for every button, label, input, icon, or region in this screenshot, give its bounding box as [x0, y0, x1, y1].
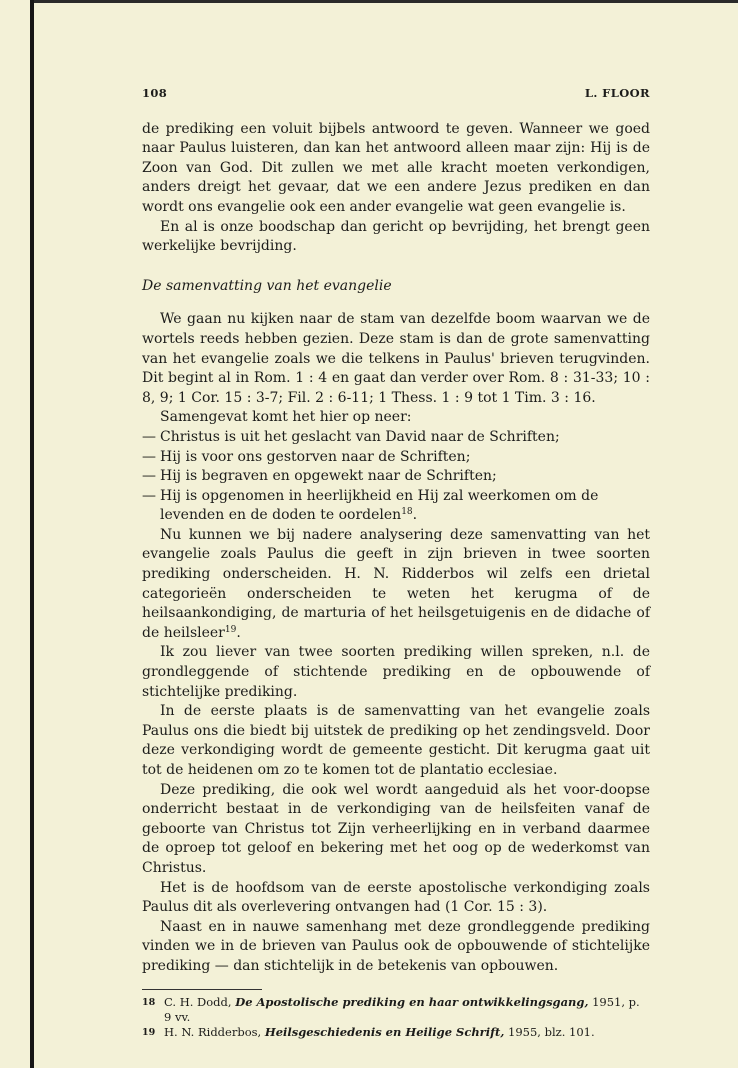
footnote-rule — [142, 989, 262, 990]
running-head — [142, 84, 650, 104]
scan-edge-top — [30, 0, 738, 3]
footnote-title: De Apostolische prediking en haar ontwikkelingsgang, — [235, 994, 589, 1009]
section-heading: De samenvatting van het evangelie — [142, 277, 392, 294]
footnote-ref-19: 19 — [224, 624, 237, 635]
paragraph-2: En al is onze boodschap dan gericht op bevrijding, het brengt geen werkelijke bevrijding. — [142, 218, 650, 255]
footnote-number: 18 — [142, 996, 156, 1008]
list-item: — Hij is begraven en opgewekt naar de Schriften; — [142, 467, 650, 487]
footnote-18: 18 C. H. Dodd, De Apostolische prediking en haar ontwikkelingsgang, 1951, p. 9 vv. — [142, 994, 640, 1024]
list-dash: — — [142, 428, 156, 445]
paragraph-1: de prediking een voluit bijbels antwoord te geven. Wanneer we goed naar Paulus luisteren, dan kan het antwoord alleen maar zijn: Hij is de Zoon van God. Dit zullen we met alle kracht moeten verkondigen, anders dreigt het gevaar, dat we een andere Jezus prediken en dan wordt ons evangelie ook een ander evangelie wat geen evangelie is. — [142, 120, 650, 215]
list-dash: — — [142, 448, 156, 465]
running-title: L. FLOOR — [584, 86, 650, 100]
footnote-19: 19 H. N. Ridderbos, Heilsgeschiedenis en Heilige Schrift, 1955, blz. 101. — [142, 1024, 595, 1039]
summary-list — [142, 428, 650, 526]
list-item: — Hij is opgenomen in heerlijkheid en Hij zal weerkomen om de levenden en de doden te oordelen$^{18}$. — [142, 487, 599, 524]
list-dash: — — [142, 487, 156, 504]
paragraph-7: In de eerste plaats is de samenvatting van het evangelie zoals Paulus ons die biedt bij uitstek de prediking op het zendingsveld. Door deze verkondiging wordt de gemeente gesticht. Dit kerugma gaat uit tot de heidenen om zo te komen tot de plantatio ecclesiae. — [142, 703, 650, 778]
paragraph-6: Ik zou liever van twee soorten prediking willen spreken, n.l. de grondleggende of stichtende prediking en de opbouwende of stichtelijke prediking. — [142, 644, 650, 700]
paragraph-4: Samengevat komt het hier op neer: — [160, 409, 412, 426]
paragraph-5: Nu kunnen we bij nadere analysering deze samenvatting van het evangelie zoals Paulus die geeft in zijn brieven in twee soorten prediking onderscheiden. H. N. Ridderbos wil zelfs een drietal categorieën onderscheiden te weten het kerugma of de heilsaankondiging, de marturia of het heilsgetuigenis en de didache of de heilsleer$^{19}$. — [142, 526, 650, 641]
footnote-title: Heilsgeschiedenis en Heilige Schrift, — [264, 1024, 505, 1039]
paragraph-8: Deze prediking, die ook wel wordt aangeduid als het voor-doopse onderricht bestaat in de verkondiging van de heilsfeiten vanaf de geboorte van Christus tot Zijn verheerlijking en in verband daarmee de oproep tot geloof en bekering met het oog op de wederkomst van Christus. — [142, 781, 650, 876]
book-page — [142, 84, 650, 1040]
paragraph-3: We gaan nu kijken naar de stam van dezelfde boom waarvan we de wortels reeds hebben gezien. Deze stam is dan de grote samenvatting van het evangelie zoals we die telkens in Paulus' brieven terugvinden. Dit begint al in Rom. 1 : 4 en gaat dan verder over Rom. 8 : 31-33; 10 : 8, 9; 1 Cor. 15 : 3-7; Fil. 2 : 6-11; 1 Thess. 1 : 9 tot 1 Tim. 3 : 16. — [142, 311, 650, 406]
list-item: — Hij is voor ons gestorven naar de Schriften; — [142, 448, 650, 468]
footnote-ref-18: 18 — [401, 507, 413, 518]
footnote-number: 19 — [142, 1026, 156, 1038]
paragraph-9: Het is de hoofdsom van de eerste apostolische verkondiging zoals Paulus dit als overlevering ontvangen had (1 Cor. 15 : 3). — [142, 879, 650, 916]
list-item: — Christus is uit het geslacht van David naar de Schriften; — [142, 428, 650, 448]
scan-edge-left — [30, 0, 34, 1068]
page-number: 108 — [142, 86, 168, 100]
paragraph-10: Naast en in nauwe samenhang met deze grondleggende prediking vinden we in de brieven van Paulus ook de opbouwende of stichtelijke prediking — dan stichtelijk in de betekenis van opbouwen. — [142, 918, 650, 974]
list-dash: — — [142, 468, 156, 485]
